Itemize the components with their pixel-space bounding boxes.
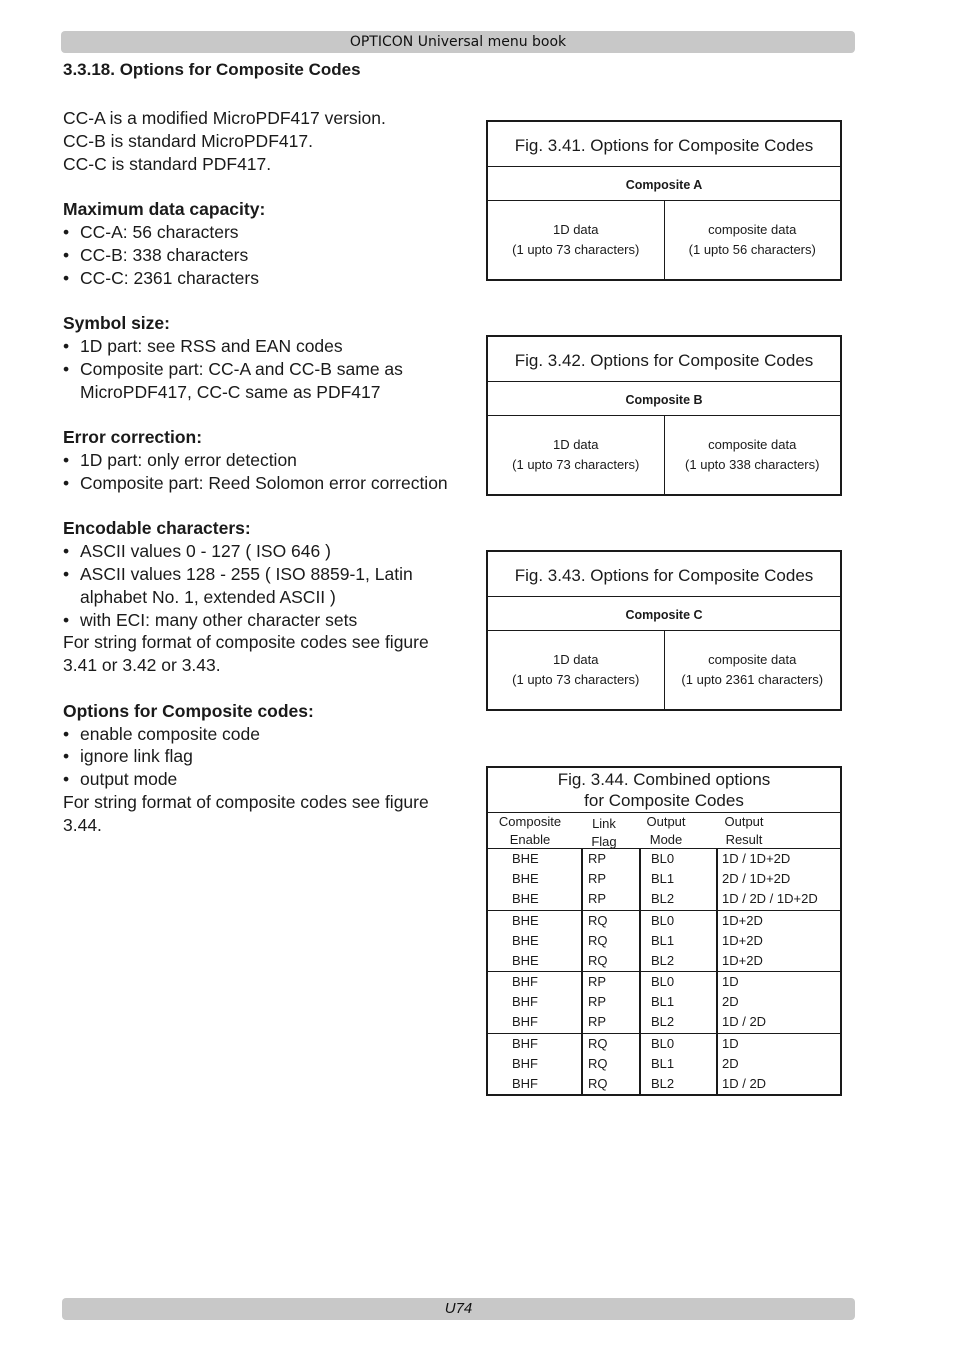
column-header-line: Result	[725, 832, 763, 847]
capacity-item: • CC-B: 338 characters	[63, 244, 463, 267]
cell-label: 1D data	[552, 652, 599, 667]
table-cell: BHF	[512, 1075, 538, 1091]
table-cell: BHE	[512, 932, 539, 948]
table-cell: BL0	[651, 851, 675, 866]
table-cell: BL1	[651, 932, 675, 948]
table-row-group	[488, 848, 840, 910]
options-note: For string format of composite codes see figure 3.44.	[63, 791, 429, 835]
table-cell: BHF	[512, 974, 538, 989]
figure-title-line: for Composite Codes	[584, 791, 744, 810]
capacity-item: • CC-A: 56 characters	[63, 221, 463, 244]
table-cell: RQ	[588, 952, 608, 968]
figure-title: Fig. 3.43. Options for Composite Codes	[488, 552, 840, 597]
table-cell: BL2	[651, 891, 675, 907]
column-header-line: Flag	[591, 834, 617, 849]
table-cell: 1D+2D	[722, 952, 763, 968]
cell-label: 1D data	[552, 222, 599, 237]
options-item: • output mode	[63, 768, 463, 791]
figure-subtitle: Composite A	[488, 167, 840, 201]
table-cell: 1D+2D	[722, 932, 763, 948]
table-cell: 1D / 1D+2D	[722, 851, 791, 866]
error-correction-heading: Error correction:	[63, 427, 203, 448]
table-cell: RP	[588, 1014, 607, 1030]
table-cell: 1D	[722, 1035, 739, 1051]
table-cell: RQ	[588, 932, 608, 948]
encodable-item: • ASCII values 0 - 127 ( ISO 646 )	[63, 540, 463, 563]
table-row-group	[488, 1033, 840, 1095]
table-row	[488, 911, 840, 931]
cell-detail: (1 upto 56 characters)	[688, 242, 816, 257]
intro-line: CC-C is standard PDF417.	[63, 153, 272, 174]
table-row	[488, 931, 840, 951]
table-row	[488, 1074, 840, 1094]
figure-cell-1d	[488, 631, 664, 709]
column-header-line: Mode	[649, 832, 683, 847]
capacity-heading: Maximum data capacity:	[63, 199, 266, 220]
cell-detail: (1 upto 73 characters)	[512, 457, 640, 472]
table-cell: RP	[588, 871, 607, 887]
table-cell: RQ	[588, 1035, 608, 1051]
options-heading: Options for Composite codes:	[63, 700, 314, 721]
table-cell: BL2	[651, 952, 675, 968]
table-cell: BL0	[651, 974, 675, 989]
capacity-item: • CC-C: 2361 characters	[63, 267, 463, 290]
table-cell: BL1	[651, 871, 675, 887]
table-cell: 1D / 2D	[722, 1075, 767, 1091]
cell-detail: (1 upto 338 characters)	[685, 457, 820, 472]
table-cell: 2D	[722, 1055, 739, 1071]
figure-title	[488, 768, 840, 813]
figure-title: Fig. 3.42. Options for Composite Codes	[488, 337, 840, 382]
column-header-line: Enable	[509, 832, 551, 847]
figure-cell-composite	[664, 416, 841, 494]
figure-cell-1d	[488, 416, 664, 494]
cell-detail: (1 upto 73 characters)	[512, 242, 640, 257]
table-cell: RP	[588, 974, 607, 989]
section-title: 3.3.18. Options for Composite Codes	[63, 60, 361, 79]
table-cell: RQ	[588, 1055, 608, 1071]
table-cell: 2D / 1D+2D	[722, 871, 791, 887]
table-cell: BHF	[512, 1035, 538, 1051]
column-header-line: Output	[724, 814, 764, 829]
cell-label: composite data	[708, 652, 797, 667]
figure-title: Fig. 3.41. Options for Composite Codes	[488, 122, 840, 167]
column-header	[494, 813, 566, 849]
table-row	[488, 972, 840, 992]
figure-subtitle: Composite B	[488, 382, 840, 416]
table-cell: 1D	[722, 974, 739, 989]
table-row	[488, 1054, 840, 1074]
table-row	[488, 951, 840, 971]
figure-cell-1d	[488, 201, 664, 279]
column-header	[720, 813, 768, 849]
table-cell: RP	[588, 851, 607, 866]
table-body	[488, 848, 840, 1094]
symbol-size-item: • Composite part: CC-A and CC-B same as MicroPDF417, CC-C same as PDF417	[63, 358, 463, 404]
column-header	[642, 813, 690, 849]
table-row	[488, 1012, 840, 1032]
table-cell: 1D / 2D	[722, 1014, 767, 1030]
table-row	[488, 869, 840, 889]
intro-line: CC-A is a modified MicroPDF417 version.	[63, 108, 386, 128]
table-cell: 2D	[722, 994, 739, 1010]
options-item: • enable composite code	[63, 723, 463, 746]
options-item: • ignore link flag	[63, 745, 463, 768]
column-header-line: Link	[592, 816, 616, 831]
table-row-group	[488, 971, 840, 1033]
table-cell: BHE	[512, 871, 539, 887]
table-cell: 1D / 2D / 1D+2D	[722, 891, 818, 907]
intro-line: CC-B is standard MicroPDF417.	[63, 130, 313, 151]
cell-label: composite data	[708, 222, 797, 237]
table-cell: BL1	[651, 1055, 675, 1071]
symbol-size-heading: Symbol size:	[63, 313, 170, 334]
error-correction-item: • 1D part: only error detection	[63, 449, 463, 472]
table-row	[488, 849, 840, 869]
error-correction-item: • Composite part: Reed Solomon error correction	[63, 472, 463, 495]
column-header-line: Output	[646, 814, 686, 829]
figure-subtitle: Composite C	[488, 597, 840, 631]
figure-3-43	[486, 550, 842, 711]
table-header	[488, 813, 840, 848]
table-cell: BHE	[512, 952, 539, 968]
symbol-size-item: • 1D part: see RSS and EAN codes	[63, 335, 463, 358]
table-row	[488, 889, 840, 909]
body-text	[63, 107, 463, 837]
cell-detail: (1 upto 2361 characters)	[681, 672, 824, 687]
table-cell: BHE	[512, 912, 539, 928]
table-cell: BL1	[651, 994, 675, 1010]
table-cell: RP	[588, 994, 607, 1010]
table-cell: BHF	[512, 994, 538, 1010]
table-row	[488, 1034, 840, 1054]
page-number: U74	[62, 1298, 855, 1320]
table-cell: RQ	[588, 1075, 608, 1091]
cell-detail: (1 upto 73 characters)	[512, 672, 640, 687]
column-header	[584, 815, 624, 851]
table-row-group	[488, 910, 840, 972]
column-header-line: Composite	[498, 814, 562, 829]
table-cell: BL2	[651, 1014, 675, 1030]
table-cell: BHF	[512, 1014, 538, 1030]
table-cell: 1D+2D	[722, 912, 763, 928]
table-cell: BHF	[512, 1055, 538, 1071]
figure-cell-composite	[664, 201, 841, 279]
encodable-item: • ASCII values 128 - 255 ( ISO 8859-1, Latin alphabet No. 1, extended ASCII )	[63, 563, 463, 609]
encodable-note: For string format of composite codes see figure 3.41 or 3.42 or 3.43.	[63, 632, 429, 676]
table-cell: BL0	[651, 1035, 675, 1051]
table-cell: RQ	[588, 912, 608, 928]
encodable-heading: Encodable characters:	[63, 518, 251, 539]
table-cell: BHE	[512, 891, 539, 907]
page-header: OPTICON Universal menu book	[61, 31, 855, 53]
table-row	[488, 992, 840, 1012]
figure-cell-composite	[664, 631, 841, 709]
table-cell: BL2	[651, 1075, 675, 1091]
figure-3-42	[486, 335, 842, 496]
figure-3-44	[486, 766, 842, 1096]
cell-label: composite data	[708, 437, 797, 452]
cell-label: 1D data	[552, 437, 599, 452]
table-cell: BL0	[651, 912, 675, 928]
figure-title-line: Fig. 3.44. Combined options	[557, 770, 771, 789]
table-cell: RP	[588, 891, 607, 907]
figure-3-41	[486, 120, 842, 281]
table-cell: BHE	[512, 851, 539, 866]
encodable-item: • with ECI: many other character sets	[63, 609, 463, 632]
